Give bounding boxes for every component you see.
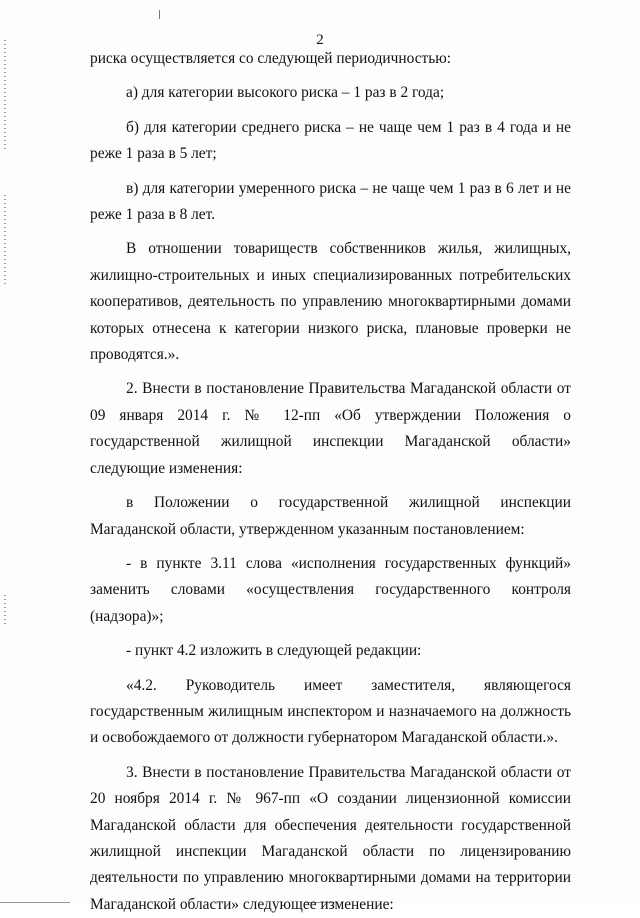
paragraph-moderate-risk: в) для категории умеренного риска – не чаще чем 1 раз в 6 лет и не реже 1 раза в 8 лет. xyxy=(90,179,571,224)
paragraph-point-3-11: - в пункте 3.11 слова «исполнения государственных функций» заменить словами «осуществления государственного контроля (надзора)»; xyxy=(90,554,571,625)
paragraph-point-4-2: - пункт 4.2 изложить в следующей редакции: xyxy=(126,642,422,660)
paragraph-regulation-intro: в Положении о государственной жилищной инспекции Магаданской области, утвержденном указанным постановлением: xyxy=(90,494,571,538)
paragraph-item-3: 3. Внести в постановление Правительства Магаданской области от 20 ноября 2014 г. № 967-пп «О создании лицензионной комиссии Магаданской области для обеспечения деятельности государственной жилищной инспекции Магаданской области по лицензированию деятельности по управлению многоквартирными домами на территории Магаданской области» следующее изменение: xyxy=(90,763,571,913)
document-body xyxy=(90,46,571,918)
paragraph-low-risk: В отношении товариществ собственников жилья, жилищных, жилищно-строительных и иных специализированных потребительских кооперативов, деятельность по управлению многоквартирными домами которых отнесена к категории низкого риска, плановые проверки не проводятся.». xyxy=(90,240,571,364)
scan-bottom-line-left xyxy=(0,902,70,903)
paragraph-risk-intro: риска осуществляется со следующей периодичностью: xyxy=(90,50,452,67)
scan-mark-top xyxy=(159,10,160,19)
scan-margin-dots-lower xyxy=(4,595,6,625)
paragraph-medium-risk: б) для категории среднего риска – не чаще чем 1 раз в 4 года и не реже 1 раза в 5 лет; xyxy=(90,118,571,163)
paragraph-item-2: 2. Внести в постановление Правительства Магаданской области от 09 января 2014 г. № 12-пп «Об утверждении Положения о государственной жилищной инспекции Магаданской области» следующие изменения: xyxy=(90,380,571,477)
paragraph-point-4-2-text: «4.2. Руководитель имеет заместителя, являющегося государственным жилищным инспектором и назначаемого на должность и освобождаемого от должности губернатором Магаданской области.». xyxy=(90,676,571,747)
page-number: 2 xyxy=(316,32,324,48)
paragraph-high-risk: а) для категории высокого риска – 1 раз в 2 года; xyxy=(126,84,445,102)
scan-margin-dots-middle xyxy=(4,195,6,285)
scan-margin-dots-upper xyxy=(4,40,6,150)
